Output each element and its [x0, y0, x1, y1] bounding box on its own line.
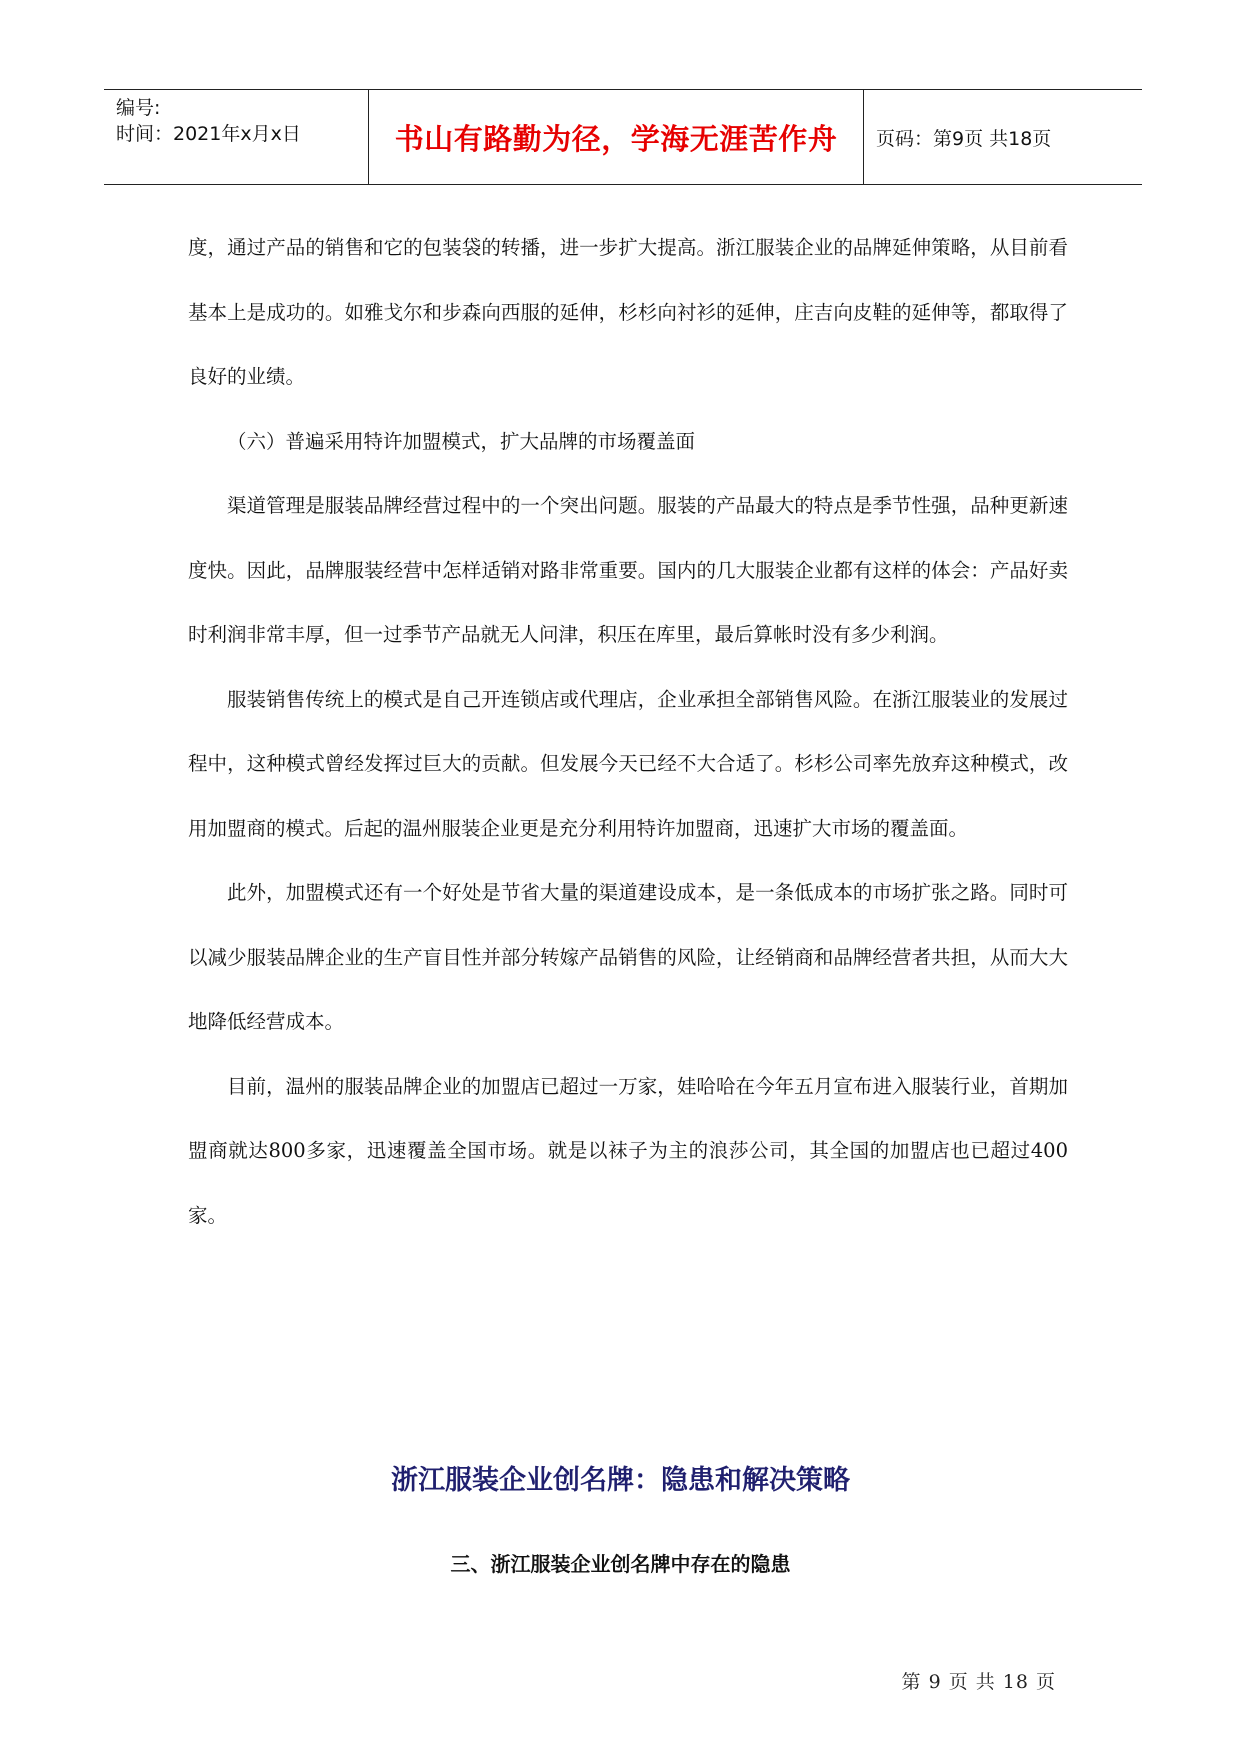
page-footer: 第 9 页 共 18 页 — [901, 1671, 1056, 1693]
paragraph: 目前，温州的服装品牌企业的加盟店已超过一万家，娃哈哈在今年五月宣布进入服装行业，首期加盟商就达800多家，迅速覆盖全国市场。就是以袜子为主的浪莎公司，其全国的加盟店也已超过400家。 — [188, 1074, 1068, 1227]
header-meta — [104, 90, 369, 184]
paragraph: 此外，加盟模式还有一个好处是节省大量的渠道建设成本，是一条低成本的市场扩张之路。同时可以减少服装品牌企业的生产盲目性并部分转嫁产品销售的风险，让经销商和品牌经营者共担，从而大大地降低经营成本。 — [188, 881, 1068, 1033]
body-text — [188, 216, 1068, 1248]
section-title: 浙江服装企业创名牌：隐患和解决策略 — [391, 1465, 850, 1496]
paragraph: 渠道管理是服装品牌经营过程中的一个突出问题。服装的产品最大的特点是季节性强，品种更新速度快。因此，品牌服装经营中怎样适销对路非常重要。国内的几大服装企业都有这样的体会：产品好卖时利润非常丰厚，但一过季节产品就无人问津，积压在库里，最后算帐时没有多少利润。 — [188, 494, 1068, 646]
sub-heading-paragraph: （六）普遍采用特许加盟模式，扩大品牌的市场覆盖面 — [227, 429, 696, 453]
sub-title: 三、浙江服装企业创名牌中存在的隐患 — [450, 1552, 791, 1576]
header-page-code: 页码：第9页 共18页 — [876, 127, 1052, 150]
document-time: 时间：2021年x月x日 — [116, 123, 301, 145]
header-motto: 书山有路勤为径，学海无涯苦作舟 — [369, 90, 864, 184]
paragraph: 服装销售传统上的模式是自己开连锁店或代理店，企业承担全部销售风险。在浙江服装业的发展过程中，这种模式曾经发挥过巨大的贡献。但发展今天已经不大合适了。杉杉公司率先放弃这种模式，改用加盟商的模式。后起的温州服装企业更是充分利用特许加盟商，迅速扩大市场的覆盖面。 — [188, 687, 1068, 840]
document-header — [104, 89, 1142, 185]
paragraph: 度，通过产品的销售和它的包装袋的转播，进一步扩大提高。浙江服装企业的品牌延伸策略，从目前看基本上是成功的。如雅戈尔和步森向西服的延伸，杉杉向衬衫的延伸，庄吉向皮鞋的延伸等，都取得了良好的业绩。 — [188, 236, 1068, 388]
document-number-label: 编号: — [116, 97, 161, 119]
